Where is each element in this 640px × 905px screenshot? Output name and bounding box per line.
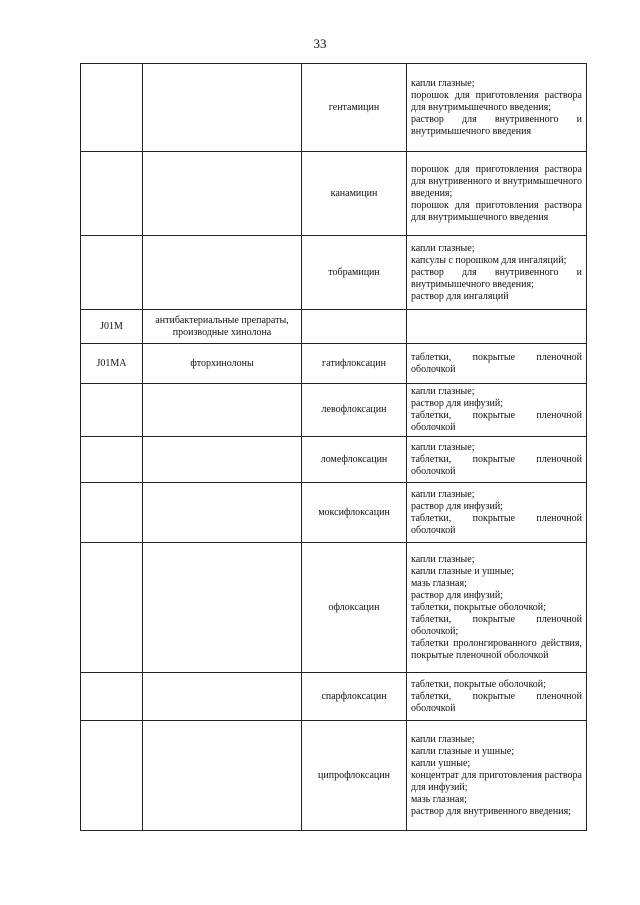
atc-code-cell [81, 437, 143, 483]
drug-name-cell: офлоксацин [302, 543, 407, 673]
drug-name-cell [302, 310, 407, 344]
dosage-forms-cell: таблетки, покрытые пленочной оболочкой [407, 344, 587, 384]
table-row [81, 152, 587, 236]
group-name-cell [143, 384, 302, 437]
atc-code-cell: J01MA [81, 344, 143, 384]
dosage-forms-cell [407, 310, 587, 344]
dosage-forms-cell: капли глазные; раствор для инфузий; таблетки, покрытые пленочной оболочкой [407, 483, 587, 543]
group-name-cell [143, 543, 302, 673]
group-name-cell [143, 721, 302, 831]
atc-code-cell [81, 384, 143, 437]
table-row [81, 673, 587, 721]
group-name-cell: антибактериальные препараты, производные хинолона [143, 310, 302, 344]
dosage-forms-cell: таблетки, покрытые оболочкой; таблетки, покрытые пленочной оболочкой [407, 673, 587, 721]
group-name-cell [143, 152, 302, 236]
dosage-forms-cell: капли глазные; раствор для инфузий; таблетки, покрытые пленочной оболочкой [407, 384, 587, 437]
atc-code-cell [81, 543, 143, 673]
drug-name-cell: ломефлоксацин [302, 437, 407, 483]
drug-name-cell: гатифлоксацин [302, 344, 407, 384]
group-name-cell [143, 437, 302, 483]
group-name-cell [143, 673, 302, 721]
table-row [81, 483, 587, 543]
drug-name-cell: гентамицин [302, 64, 407, 152]
drug-name-cell: моксифлоксацин [302, 483, 407, 543]
drug-name-cell: спарфлоксацин [302, 673, 407, 721]
dosage-forms-cell: капли глазные; капли глазные и ушные; капли ушные; концентрат для приготовления раствора для инфузий; мазь глазная; раствор для внутривенного введения; [407, 721, 587, 831]
atc-code-cell [81, 236, 143, 310]
dosage-forms-cell: порошок для приготовления раствора для внутривенного и внутримышечного введения; порошок для приготовления раствора для внутримышечного введения [407, 152, 587, 236]
drug-name-cell: тобрамицин [302, 236, 407, 310]
atc-code-cell [81, 673, 143, 721]
dosage-forms-cell: капли глазные; таблетки, покрытые пленочной оболочкой [407, 437, 587, 483]
dosage-forms-cell: капли глазные; капли глазные и ушные; мазь глазная; раствор для инфузий; таблетки, покрытые оболочкой; таблетки, покрытые пленочной оболочкой; таблетки пролонгированного действия, покрытые пленочной оболочкой [407, 543, 587, 673]
dosage-forms-cell: капли глазные; капсулы с порошком для ингаляций; раствор для внутривенного и внутримышечного введения; раствор для ингаляций [407, 236, 587, 310]
drug-table [80, 63, 587, 831]
table-row [81, 721, 587, 831]
dosage-forms-cell: капли глазные; порошок для приготовления раствора для внутримышечного введения; раствор для внутривенного и внутримышечного введения [407, 64, 587, 152]
group-name-cell [143, 483, 302, 543]
atc-code-cell [81, 152, 143, 236]
table-row [81, 543, 587, 673]
table-row [81, 344, 587, 384]
atc-code-cell [81, 64, 143, 152]
drug-name-cell: левофлоксацин [302, 384, 407, 437]
drug-name-cell: ципрофлоксацин [302, 721, 407, 831]
table-row [81, 384, 587, 437]
drug-name-cell: канамицин [302, 152, 407, 236]
atc-code-cell [81, 721, 143, 831]
table-row [81, 310, 587, 344]
page-number: 33 [313, 36, 327, 51]
group-name-cell [143, 236, 302, 310]
atc-code-cell [81, 483, 143, 543]
table-row [81, 437, 587, 483]
table-row [81, 64, 587, 152]
group-name-cell: фторхинолоны [143, 344, 302, 384]
table-row [81, 236, 587, 310]
group-name-cell [143, 64, 302, 152]
atc-code-cell: J01M [81, 310, 143, 344]
